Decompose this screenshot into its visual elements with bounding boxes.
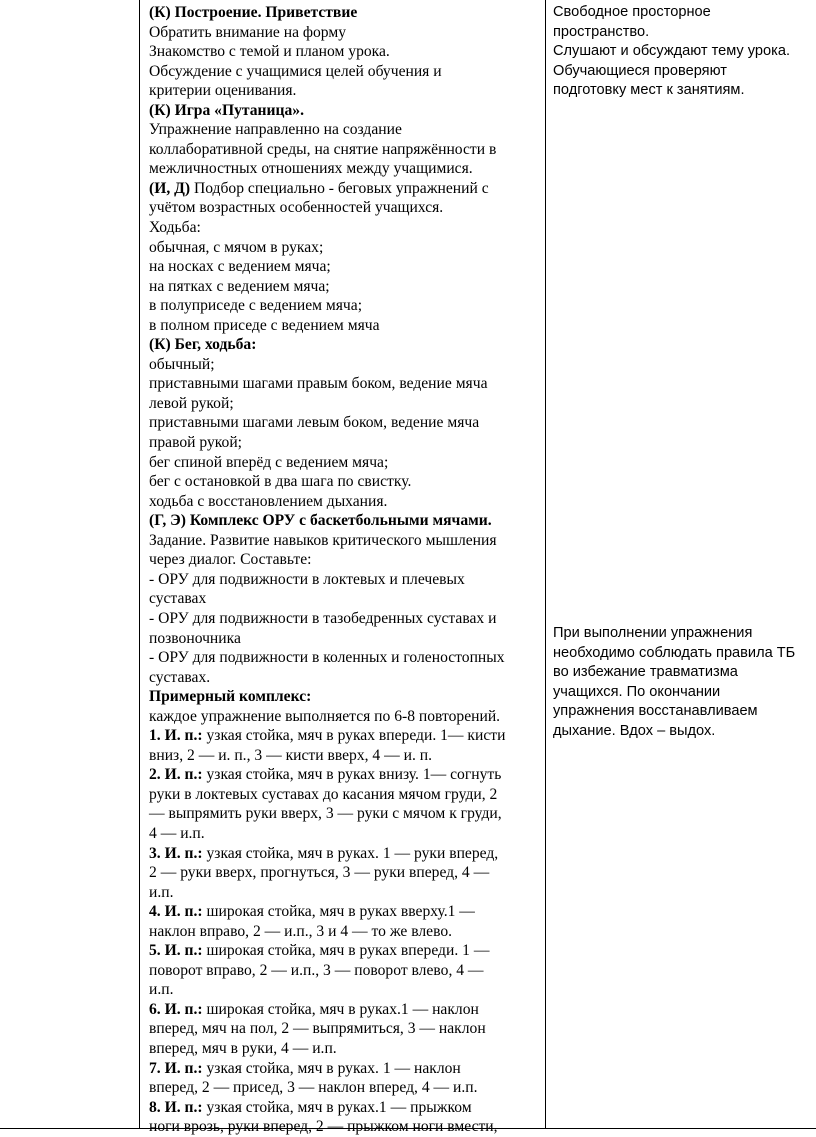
bold-label: 6. И. п.: — [149, 1000, 203, 1018]
content-line — [149, 159, 541, 179]
content-line — [149, 980, 541, 1000]
note-line: При выполнении упражнения — [553, 625, 753, 641]
content-line — [149, 1059, 541, 1079]
notes-cell-top — [553, 3, 815, 101]
line-text: на носках с ведением мяча; — [149, 258, 331, 276]
line-text: - ОРУ для подвижности в коленных и голеностопных — [149, 649, 505, 667]
lesson-content-cell — [149, 3, 541, 1137]
line-text: Обратить внимание на форму — [149, 23, 347, 41]
line-text: в полном приседе с ведением мяча — [149, 316, 380, 334]
bold-label: 3. И. п.: — [149, 844, 203, 862]
line-text: 4 — и.п. — [149, 824, 205, 842]
line-text: обычная, с мячом в руках; — [149, 238, 324, 256]
line-text: широкая стойка, мяч в руках впереди. 1 — — [202, 942, 490, 960]
content-line — [149, 726, 541, 746]
line-text: - ОРУ для подвижности в тазобедренных суставах и — [149, 609, 497, 627]
bold-label: 2. И. п.: — [149, 766, 203, 784]
bold-label: 4. И. п.: — [149, 903, 203, 921]
line-text: ходьба с восстановлением дыхания. — [149, 492, 388, 510]
content-line — [149, 453, 541, 473]
line-text: бег спиной вперёд с ведением мяча; — [149, 453, 389, 471]
line-text: Подбор специально - беговых упражнений с — [190, 179, 489, 197]
content-line — [149, 961, 541, 981]
line-text: руки в локтевых суставах до касания мячом груди, 2 — [149, 785, 498, 803]
line-text: приставными шагами левым боком, ведение мяча — [149, 414, 480, 432]
line-text: суставах — [149, 590, 207, 608]
content-line — [149, 746, 541, 766]
line-text: позвоночника — [149, 629, 241, 647]
content-line — [149, 804, 541, 824]
content-line — [149, 883, 541, 903]
content-line — [149, 844, 541, 864]
line-text: через диалог. Составьте: — [149, 551, 312, 569]
line-text: коллаборативной среды, на снятие напряжённости в — [149, 140, 497, 158]
content-line — [149, 23, 541, 43]
bold-label: (И, Д) — [149, 179, 191, 197]
column-divider-left — [139, 0, 140, 1128]
content-line — [149, 238, 541, 258]
line-text: правой рукой; — [149, 434, 243, 452]
note-line: упражнения восстанавливаем — [553, 703, 758, 719]
line-text: критерии оценивания. — [149, 82, 297, 100]
content-line — [149, 824, 541, 844]
content-line — [149, 550, 541, 570]
content-line — [149, 120, 541, 140]
note-line: подготовку мест к занятиям. — [553, 82, 745, 98]
line-text: и.п. — [149, 981, 174, 999]
content-line — [149, 570, 541, 590]
content-line — [149, 609, 541, 629]
line-text: каждое упражнение выполняется по 6-8 повторений. — [149, 707, 501, 725]
content-line — [149, 648, 541, 668]
bold-label: 7. И. п.: — [149, 1059, 203, 1077]
line-text: приставными шагами правым боком, ведение мяча — [149, 375, 488, 393]
content-line — [149, 257, 541, 277]
line-text: узкая стойка, мяч в руках. 1 — руки вперед, — [202, 844, 499, 862]
bold-label: (К) Построение. Приветствие — [149, 4, 358, 21]
content-line — [149, 707, 541, 727]
line-text: - ОРУ для подвижности в локтевых и плечевых — [149, 570, 465, 588]
line-text: межличностных отношениях между учащимися. — [149, 160, 473, 178]
bold-label: Примерный комплекс: — [149, 688, 312, 706]
line-text: узкая стойка, мяч в руках внизу. 1— согнуть — [202, 766, 502, 784]
content-line — [149, 765, 541, 785]
note-line: Обучающиеся проверяют — [553, 62, 727, 79]
content-line — [149, 668, 541, 688]
line-text: широкая стойка, мяч в руках.1 — наклон — [202, 1000, 479, 1018]
content-line — [149, 1117, 541, 1137]
content-line — [149, 1098, 541, 1118]
bold-label: 5. И. п.: — [149, 942, 203, 960]
content-line — [149, 941, 541, 961]
bold-label: (Г, Э) Комплекс ОРУ с баскетбольными мячами. — [149, 512, 492, 530]
content-line — [149, 472, 541, 492]
line-text: и.п. — [149, 883, 174, 901]
line-text: вперед, мяч в руки, 4 — и.п. — [149, 1039, 337, 1057]
content-line — [149, 62, 541, 82]
line-text: узкая стойка, мяч в руках. 1 — наклон — [202, 1059, 461, 1077]
line-text: учётом возрастных особенностей учащихся. — [149, 199, 444, 217]
content-line — [149, 277, 541, 297]
note-line: Слушают и обсуждают тему урока. — [553, 43, 790, 59]
content-line — [149, 531, 541, 551]
content-line — [149, 296, 541, 316]
bold-label: (К) Бег, ходьба: — [149, 336, 257, 354]
line-text: левой рукой; — [149, 394, 234, 412]
line-text: ноги врозь, руки вперед, 2 — прыжком ноги вмести, — [149, 1118, 498, 1136]
content-line — [149, 492, 541, 512]
line-text: поворот вправо, 2 — и.п., 3 — поворот влево, 4 — — [149, 961, 484, 979]
line-text: Задание. Развитие навыков критического мышления — [149, 531, 497, 549]
content-line — [149, 218, 541, 238]
note-line: пространство. — [553, 23, 650, 40]
line-text: широкая стойка, мяч в руках вверху.1 — — [202, 903, 475, 921]
content-line — [149, 394, 541, 414]
line-text: бег с остановкой в два шага по свистку. — [149, 473, 412, 491]
content-line — [149, 316, 541, 336]
line-text: узкая стойка, мяч в руках впереди. 1— кисти — [202, 727, 506, 745]
line-text: Знакомство с темой и планом урока. — [149, 43, 390, 61]
content-line — [149, 1078, 541, 1098]
content-line — [149, 629, 541, 649]
line-text: Ходьба: — [149, 219, 201, 237]
content-line — [149, 922, 541, 942]
note-line: дыхание. Вдох – выдох. — [553, 722, 716, 739]
note-line: Свободное просторное — [553, 4, 711, 20]
content-line — [149, 101, 541, 121]
content-line — [149, 140, 541, 160]
line-text: вперед, мяч на пол, 2 — выпрямиться, 3 — наклон — [149, 1020, 486, 1038]
content-line — [149, 687, 541, 707]
line-text: наклон вправо, 2 — и.п., 3 и 4 — то же влево. — [149, 922, 453, 940]
content-line — [149, 785, 541, 805]
content-line — [149, 902, 541, 922]
content-line — [149, 863, 541, 883]
bold-label: 8. И. п.: — [149, 1098, 203, 1116]
line-text: Обсуждение с учащимися целей обучения и — [149, 62, 442, 80]
line-text: Упражнение направленно на создание — [149, 121, 402, 139]
content-line — [149, 413, 541, 433]
line-text: 2 — руки вверх, прогнуться, 3 — руки вперед, 4 — — [149, 864, 490, 882]
content-line — [149, 355, 541, 375]
content-line — [149, 589, 541, 609]
line-text: обычный; — [149, 355, 215, 373]
content-line — [149, 3, 541, 23]
bold-label: 1. И. п.: — [149, 727, 203, 745]
notes-cell-safety — [553, 624, 815, 741]
note-line: учащихся. По окончании — [553, 683, 721, 700]
content-line — [149, 1039, 541, 1059]
note-line: во избежание травматизма — [553, 664, 738, 680]
bold-label: (К) Игра «Путаница». — [149, 101, 304, 119]
content-line — [149, 1019, 541, 1039]
line-text: — выпрямить руки вверх, 3 — руки с мячом к груди, — [149, 805, 502, 823]
column-divider-right — [545, 0, 546, 1128]
content-line — [149, 433, 541, 453]
line-text: вниз, 2 — и. п., 3 — кисти вверх, 4 — и. п. — [149, 746, 432, 764]
content-line — [149, 198, 541, 218]
content-line — [149, 374, 541, 394]
content-line — [149, 81, 541, 101]
content-line — [149, 1000, 541, 1020]
line-text: на пятках с ведением мяча; — [149, 277, 330, 295]
content-line — [149, 335, 541, 355]
content-line — [149, 179, 541, 199]
line-text: вперед, 2 — присед, 3 — наклон вперед, 4 — и.п. — [149, 1079, 478, 1097]
line-text: узкая стойка, мяч в руках.1 — прыжком — [202, 1098, 472, 1116]
content-line — [149, 511, 541, 531]
line-text: суставах. — [149, 668, 211, 686]
line-text: в полуприседе с ведением мяча; — [149, 297, 363, 315]
content-line — [149, 42, 541, 62]
note-line: необходимо соблюдать правила ТБ — [553, 644, 796, 661]
